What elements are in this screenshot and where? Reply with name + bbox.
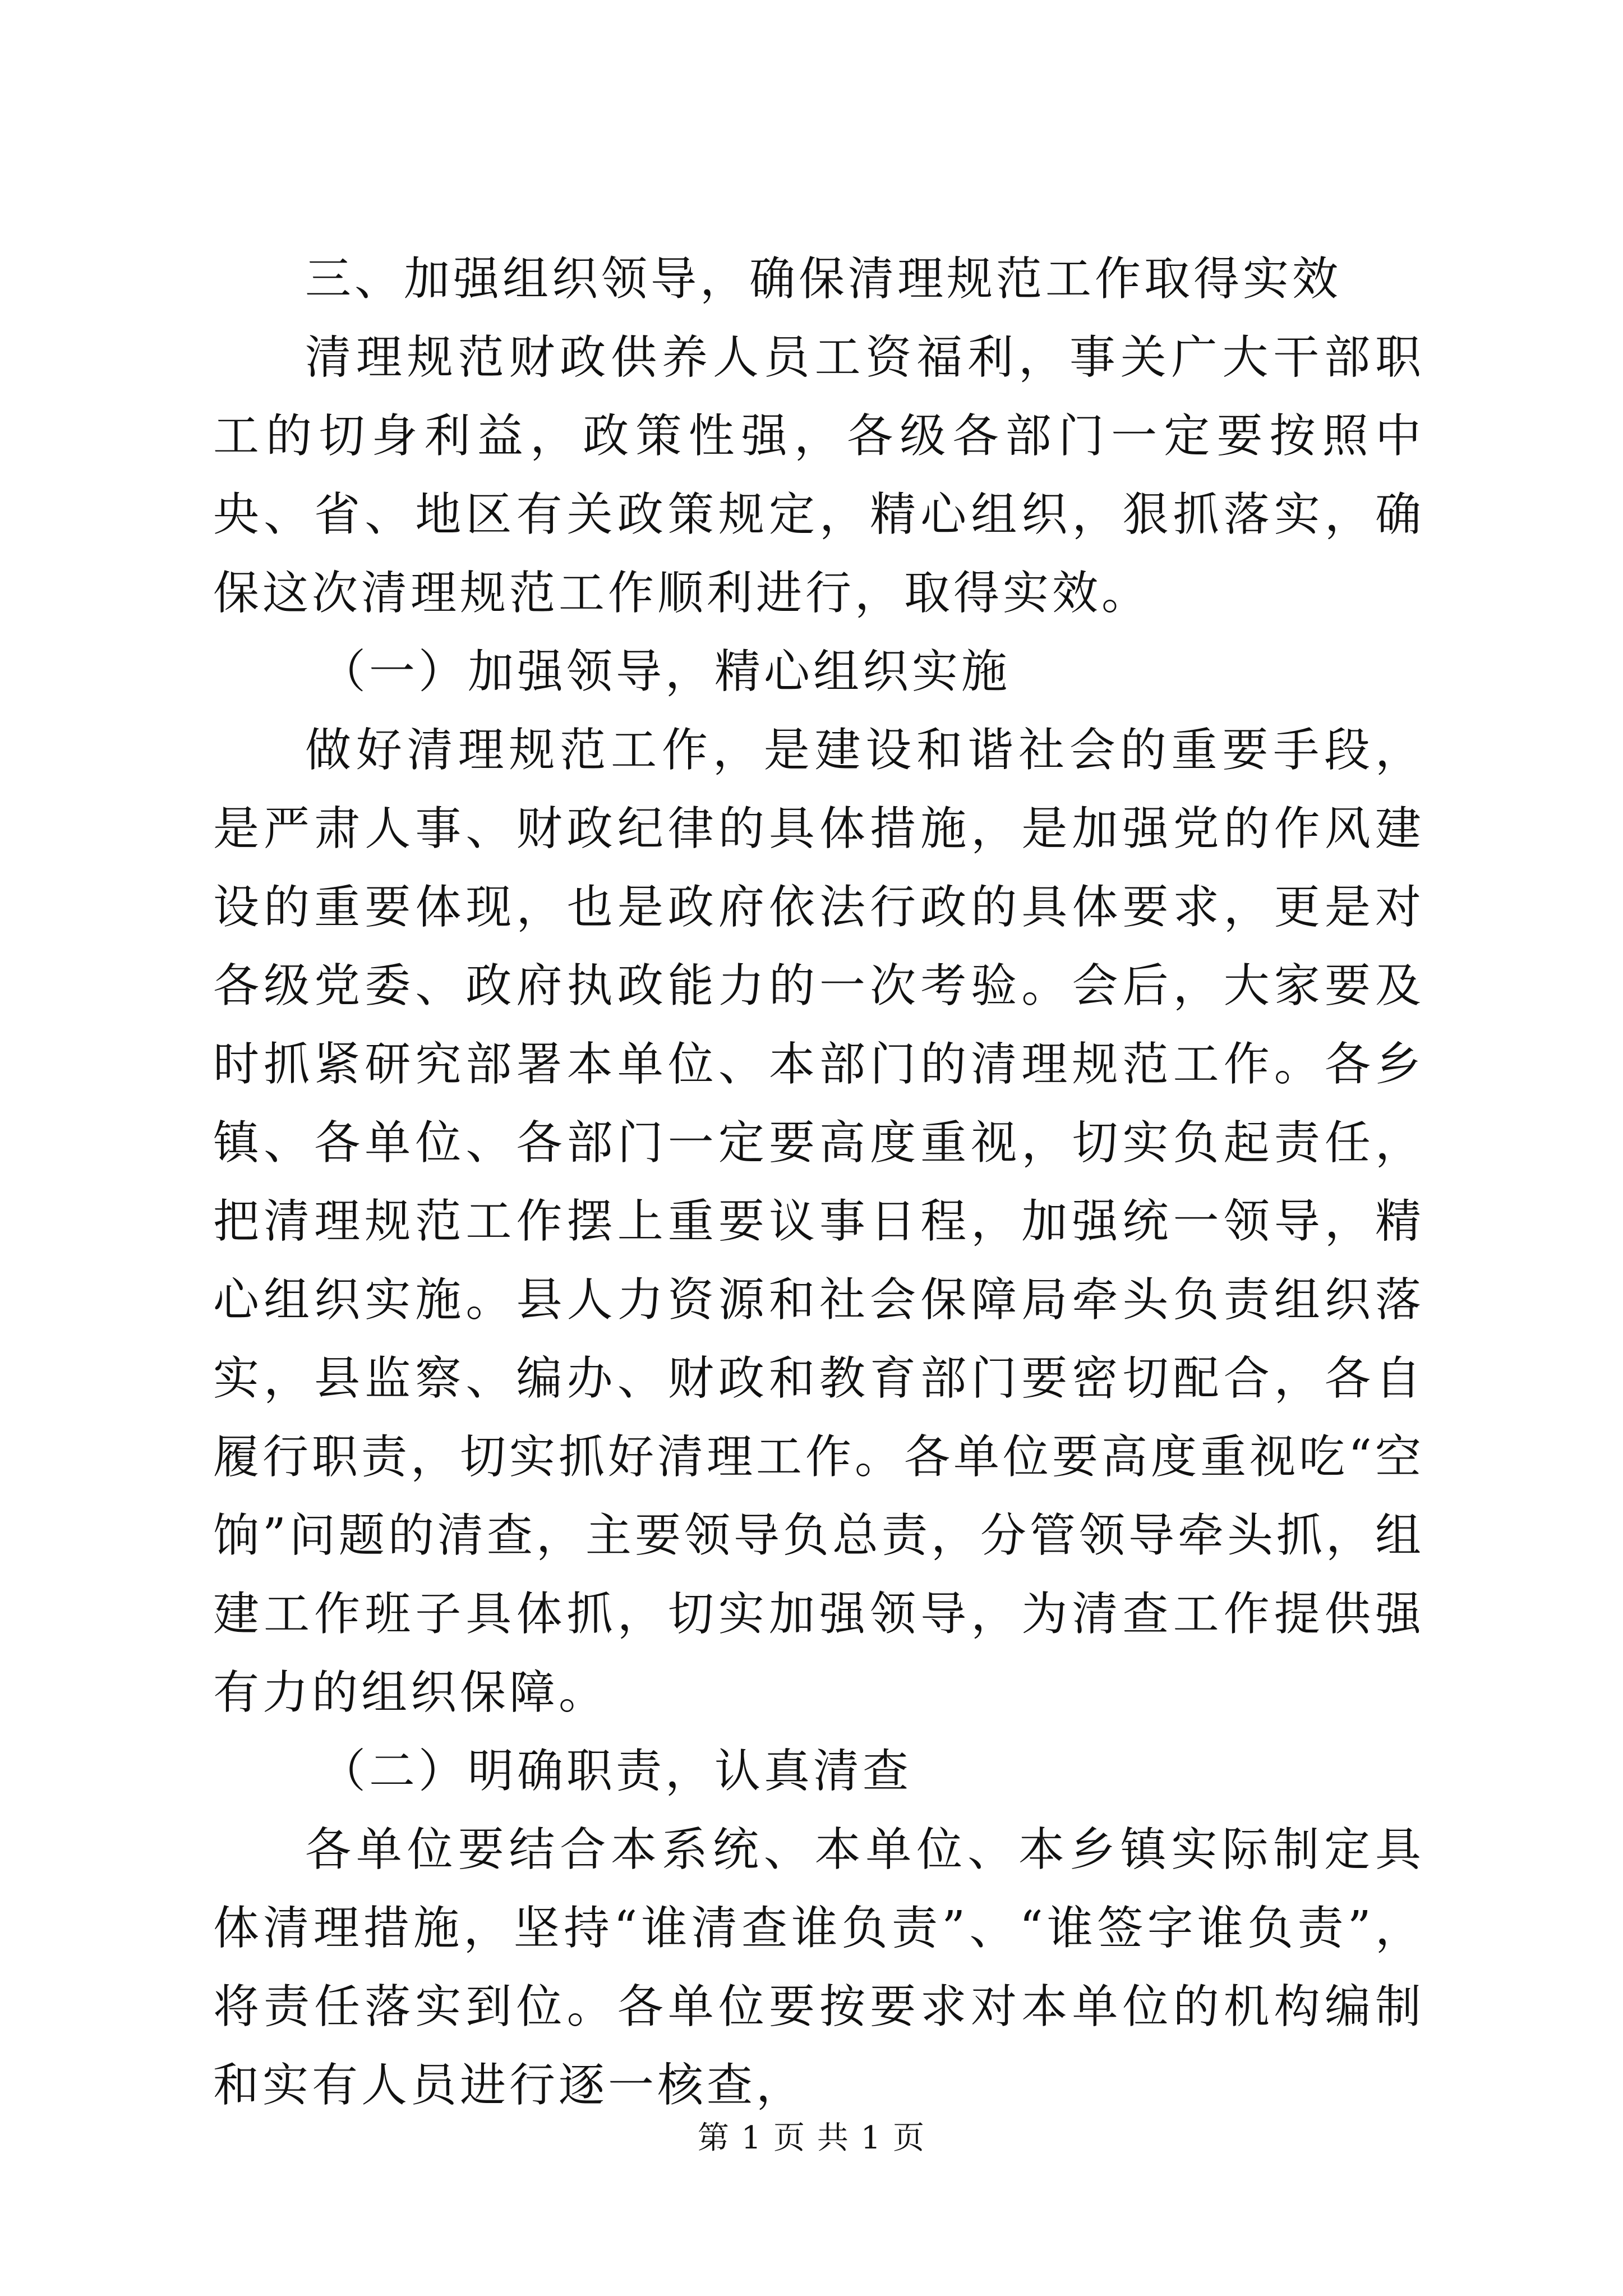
paragraph-1: 清理规范财政供养人员工资福利，事关广大干部职工的切身利益，政策性强，各级各部门一定要按照中央、省、地区有关政策规定，精心组织，狠抓落实，确保这次清理规范工作顺利进行，取得实效。 [213,331,1424,620]
document-body [213,240,1424,2125]
subheading-2: （二）明确职责，认真清查 [320,1745,912,1798]
paragraph-2: 做好清理规范工作，是建设和谐社会的重要手段，是严肃人事、财政纪律的具体措施，是加强党的作风建设的重要体现，也是政府依法行政的具体要求，更是对各级党委、政府执政能力的一次考验。会后，大家要及时抓紧研究部署本单位、本部门的清理规范工作。各乡镇、各单位、各部门一定要高度重视，切实负起责任，把清理规范工作摆上重要议事日程，加强统一领导，精心组织实施。县人力资源和社会保障局牵头负责组织落实，县监察、编办、财政和教育部门要密切配合，各自履行职责，切实抓好清理工作。各单位要高度重视吃“空饷”问题的清查，主要领导负总责，分管领导牵头抓，组建工作班子具体抓，切实加强领导，为清查工作提供强有力的组织保障。 [213,724,1424,1719]
paragraph-3: 各单位要结合本系统、本单位、本乡镇实际制定具体清理措施，坚持“谁清查谁负责”、“谁签字谁负责”，将责任落实到位。各单位要按要求对本单位的机构编制和实有人员进行逐一核查， [213,1823,1424,2112]
page-footer: 第 1 页 共 1 页 [697,2120,926,2156]
section-heading: 三、加强组织领导，确保清理规范工作取得实效 [305,252,1342,306]
subheading-1: （一）加强领导，精心组织实施 [320,645,1011,698]
